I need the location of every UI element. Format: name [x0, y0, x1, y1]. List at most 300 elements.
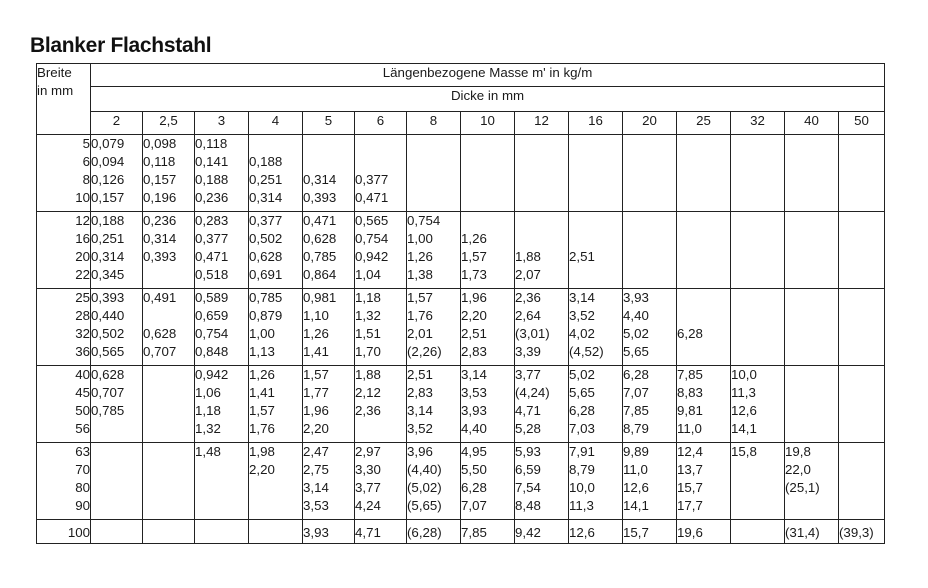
- mass-value: 1,13: [249, 344, 275, 359]
- mass-value: 2,51: [569, 249, 595, 264]
- mass-value: 0,628: [249, 249, 283, 264]
- mass-value: 3,93: [461, 403, 487, 418]
- mass-value: 0,691: [249, 267, 283, 282]
- mass-value: [143, 479, 194, 497]
- mass-value: [677, 153, 730, 171]
- mass-value: [623, 230, 676, 248]
- mass-value: 4,95: [461, 444, 487, 459]
- mass-value: 14,1: [731, 421, 757, 436]
- mass-cell: [623, 443, 677, 520]
- mass-cell: [303, 366, 355, 443]
- mass-cell: [355, 212, 407, 289]
- mass-value: 1,51: [355, 326, 381, 341]
- mass-value: (4,24): [515, 385, 550, 400]
- mass-cell: [407, 520, 461, 544]
- breite-cell: [37, 366, 91, 443]
- mass-cell: [515, 212, 569, 289]
- dicke-header: Dicke in mm: [91, 87, 885, 112]
- mass-value: 9,42: [515, 525, 541, 540]
- mass-value: [839, 325, 884, 343]
- mass-value: 0,565: [355, 213, 389, 228]
- mass-value: 2,36: [515, 290, 541, 305]
- mass-value: 1,77: [303, 385, 329, 400]
- mass-cell: [249, 212, 303, 289]
- mass-value: [303, 135, 354, 153]
- mass-value: 2,12: [355, 385, 381, 400]
- mass-value: [785, 153, 838, 171]
- mass-cell: [623, 135, 677, 212]
- mass-value: [731, 248, 784, 266]
- mass-value: 0,707: [143, 344, 177, 359]
- mass-value: 11,3: [731, 385, 756, 400]
- mass-value: [677, 230, 730, 248]
- mass-value: 1,32: [195, 421, 221, 436]
- mass-value: [785, 497, 838, 515]
- mass-value: [839, 189, 884, 207]
- mass-value: 1,57: [407, 290, 433, 305]
- breite-value: 32: [75, 326, 90, 341]
- breite-cell: [37, 135, 91, 212]
- mass-value: [569, 135, 622, 153]
- mass-value: 0,196: [143, 190, 177, 205]
- mass-value: [839, 171, 884, 189]
- column-header: 20: [623, 112, 677, 135]
- mass-value: 1,76: [407, 308, 433, 323]
- breite-value: 10: [75, 190, 90, 205]
- mass-value: [677, 248, 730, 266]
- mass-value: 11,0: [677, 421, 702, 436]
- breite-value: 5: [82, 136, 90, 151]
- mass-cell: [785, 135, 839, 212]
- mass-value: [677, 343, 730, 361]
- mass-value: 1,32: [355, 308, 381, 323]
- mass-cell: [731, 366, 785, 443]
- mass-value: 0,098: [143, 136, 177, 151]
- mass-value: 6,59: [515, 462, 541, 477]
- mass-value: 0,251: [91, 231, 125, 246]
- mass-value: 1,06: [195, 385, 221, 400]
- breite-value: 16: [75, 231, 90, 246]
- mass-value: 0,589: [195, 290, 229, 305]
- mass-cell: [569, 443, 623, 520]
- mass-value: 0,345: [91, 267, 125, 282]
- mass-cell: [569, 135, 623, 212]
- mass-header: Längenbezogene Masse m' in kg/m: [91, 64, 885, 87]
- mass-cell: [515, 366, 569, 443]
- mass-cell: [195, 289, 249, 366]
- column-header: 50: [839, 112, 885, 135]
- mass-cell: [407, 289, 461, 366]
- mass-value: 8,79: [569, 462, 595, 477]
- mass-cell: [91, 366, 143, 443]
- mass-value: 0,848: [195, 344, 229, 359]
- mass-value: 6,28: [461, 480, 487, 495]
- mass-value: 0,471: [355, 190, 389, 205]
- mass-cell: [569, 212, 623, 289]
- mass-value: [91, 524, 142, 542]
- mass-value: 1,18: [355, 290, 381, 305]
- mass-value: 1,41: [249, 385, 275, 400]
- mass-value: 0,188: [249, 154, 283, 169]
- mass-value: 12,4: [677, 444, 703, 459]
- mass-value: [731, 153, 784, 171]
- mass-value: [785, 307, 838, 325]
- mass-cell: [515, 135, 569, 212]
- mass-value: 2,20: [461, 308, 487, 323]
- mass-value: 0,471: [195, 249, 229, 264]
- mass-cell: [143, 443, 195, 520]
- mass-value: [731, 171, 784, 189]
- mass-cell: [407, 135, 461, 212]
- mass-cell: [731, 135, 785, 212]
- mass-value: 0,236: [195, 190, 229, 205]
- mass-value: 4,71: [515, 403, 541, 418]
- mass-value: [303, 153, 354, 171]
- mass-value: [731, 479, 784, 497]
- mass-cell: [461, 212, 515, 289]
- mass-value: 2,07: [515, 267, 541, 282]
- mass-value: [249, 524, 302, 542]
- mass-value: 4,02: [569, 326, 595, 341]
- mass-value: [407, 171, 460, 189]
- mass-value: 2,20: [249, 462, 275, 477]
- mass-cell: [407, 443, 461, 520]
- mass-value: 1,70: [355, 344, 381, 359]
- mass-value: [839, 384, 884, 402]
- mass-cell: [355, 289, 407, 366]
- mass-cell: [461, 443, 515, 520]
- mass-value: 12,6: [569, 525, 595, 540]
- mass-value: 3,77: [355, 480, 381, 495]
- mass-value: 1,88: [515, 249, 541, 264]
- mass-value: [143, 266, 194, 284]
- mass-value: [785, 248, 838, 266]
- mass-value: 1,57: [249, 403, 275, 418]
- mass-cell: [623, 289, 677, 366]
- mass-value: 1,10: [303, 308, 329, 323]
- mass-cell: [623, 212, 677, 289]
- mass-value: 19,6: [677, 525, 703, 540]
- mass-cell: [303, 135, 355, 212]
- mass-value: 7,54: [515, 480, 541, 495]
- mass-value: 0,785: [303, 249, 337, 264]
- mass-value: (39,3): [839, 525, 874, 540]
- mass-cell: [839, 135, 885, 212]
- mass-value: 3,96: [407, 444, 433, 459]
- mass-value: 3,53: [461, 385, 487, 400]
- mass-value: [91, 420, 142, 438]
- mass-value: 1,57: [303, 367, 329, 382]
- breite-value: 22: [75, 267, 90, 282]
- column-header: 8: [407, 112, 461, 135]
- mass-cell: [677, 289, 731, 366]
- table-row: [37, 212, 885, 289]
- mass-value: [143, 461, 194, 479]
- mass-value: 1,88: [355, 367, 381, 382]
- mass-cell: [249, 443, 303, 520]
- mass-value: [839, 266, 884, 284]
- mass-value: 5,28: [515, 421, 541, 436]
- mass-value: [839, 461, 884, 479]
- mass-value: [143, 366, 194, 384]
- mass-value: (5,02): [407, 480, 442, 495]
- mass-value: 11,3: [569, 498, 594, 513]
- mass-cell: [731, 212, 785, 289]
- breite-value: 25: [75, 290, 90, 305]
- mass-value: 1,26: [249, 367, 275, 382]
- mass-value: 19,8: [785, 444, 811, 459]
- mass-value: [839, 443, 884, 461]
- mass-value: 22,0: [785, 462, 811, 477]
- mass-value: [355, 153, 406, 171]
- mass-cell: [623, 520, 677, 544]
- mass-value: [407, 135, 460, 153]
- mass-value: 0,126: [91, 172, 125, 187]
- mass-value: [515, 189, 568, 207]
- mass-value: [515, 171, 568, 189]
- mass-value: 2,36: [355, 403, 381, 418]
- mass-value: [785, 343, 838, 361]
- mass-cell: [785, 443, 839, 520]
- mass-value: (31,4): [785, 525, 820, 540]
- mass-value: 1,98: [249, 444, 275, 459]
- mass-cell: [461, 520, 515, 544]
- mass-value: 3,52: [407, 421, 433, 436]
- mass-value: [355, 135, 406, 153]
- mass-value: 0,440: [91, 308, 125, 323]
- mass-value: [731, 135, 784, 153]
- mass-value: 0,785: [249, 290, 283, 305]
- mass-value: [569, 230, 622, 248]
- mass-value: 0,314: [303, 172, 337, 187]
- breite-value: 12: [75, 213, 90, 228]
- column-header: 25: [677, 112, 731, 135]
- mass-cell: [91, 520, 143, 544]
- column-header: 32: [731, 112, 785, 135]
- mass-value: [515, 135, 568, 153]
- mass-value: [677, 135, 730, 153]
- mass-value: 3,52: [569, 308, 595, 323]
- mass-value: [91, 479, 142, 497]
- mass-value: [785, 289, 838, 307]
- mass-value: [731, 289, 784, 307]
- mass-cell: [249, 289, 303, 366]
- mass-value: [731, 524, 784, 542]
- mass-cell: [677, 520, 731, 544]
- mass-value: 0,157: [143, 172, 177, 187]
- mass-value: 0,188: [91, 213, 125, 228]
- mass-value: 1,96: [303, 403, 329, 418]
- mass-cell: [195, 366, 249, 443]
- mass-value: [839, 402, 884, 420]
- mass-value: 3,14: [407, 403, 433, 418]
- mass-cell: [515, 520, 569, 544]
- mass-value: [195, 479, 248, 497]
- mass-value: [785, 189, 838, 207]
- column-header: 16: [569, 112, 623, 135]
- mass-cell: [303, 212, 355, 289]
- mass-value: 1,96: [461, 290, 487, 305]
- mass-value: [731, 497, 784, 515]
- mass-value: 17,7: [677, 498, 703, 513]
- column-header: 2: [91, 112, 143, 135]
- mass-cell: [143, 289, 195, 366]
- mass-value: [355, 420, 406, 438]
- mass-value: 3,14: [461, 367, 487, 382]
- mass-value: 1,00: [407, 231, 433, 246]
- column-header: 4: [249, 112, 303, 135]
- mass-value: [195, 461, 248, 479]
- breite-header: [37, 64, 91, 135]
- mass-value: 0,628: [303, 231, 337, 246]
- mass-value: 0,118: [143, 154, 176, 169]
- mass-cell: [785, 212, 839, 289]
- mass-value: 0,628: [91, 367, 125, 382]
- mass-value: 1,00: [249, 326, 275, 341]
- mass-value: [839, 230, 884, 248]
- mass-value: [91, 461, 142, 479]
- mass-value: [143, 402, 194, 420]
- mass-value: (3,01): [515, 326, 550, 341]
- mass-value: 0,707: [91, 385, 125, 400]
- mass-value: 0,236: [143, 213, 177, 228]
- mass-value: 0,942: [195, 367, 229, 382]
- column-header: 3: [195, 112, 249, 135]
- mass-value: 1,04: [355, 267, 381, 282]
- mass-value: 7,85: [461, 525, 487, 540]
- mass-value: 0,314: [91, 249, 125, 264]
- mass-value: [569, 266, 622, 284]
- mass-cell: [91, 289, 143, 366]
- mass-value: [91, 497, 142, 515]
- mass-value: [677, 171, 730, 189]
- column-header: 5: [303, 112, 355, 135]
- mass-cell: [407, 366, 461, 443]
- mass-value: [839, 343, 884, 361]
- mass-cell: [623, 366, 677, 443]
- mass-value: 0,314: [143, 231, 177, 246]
- mass-cell: [355, 366, 407, 443]
- mass-value: 4,71: [355, 525, 381, 540]
- mass-value: [731, 189, 784, 207]
- mass-value: [461, 153, 514, 171]
- mass-cell: [303, 520, 355, 544]
- mass-value: 6,28: [623, 367, 649, 382]
- mass-value: 2,83: [461, 344, 487, 359]
- breite-value: 50: [75, 403, 90, 418]
- mass-value: 1,73: [461, 267, 487, 282]
- mass-value: 0,188: [195, 172, 229, 187]
- mass-value: 0,118: [195, 136, 228, 151]
- mass-value: 5,65: [569, 385, 595, 400]
- mass-value: 2,75: [303, 462, 329, 477]
- mass-value: 7,03: [569, 421, 595, 436]
- mass-value: 6,28: [677, 326, 703, 341]
- mass-cell: [515, 443, 569, 520]
- mass-value: 0,393: [303, 190, 337, 205]
- mass-value: [515, 230, 568, 248]
- mass-value: [839, 289, 884, 307]
- mass-value: [143, 524, 194, 542]
- mass-value: 0,251: [249, 172, 283, 187]
- mass-value: [249, 135, 302, 153]
- breite-value: 100: [67, 525, 90, 540]
- mass-value: 1,41: [303, 344, 329, 359]
- mass-value: [195, 497, 248, 515]
- mass-value: [569, 171, 622, 189]
- mass-value: 0,754: [355, 231, 389, 246]
- mass-value: 5,02: [569, 367, 595, 382]
- mass-value: [731, 343, 784, 361]
- mass-value: (4,40): [407, 462, 442, 477]
- mass-value: 2,83: [407, 385, 433, 400]
- mass-value: 3,93: [303, 525, 329, 540]
- mass-value: [623, 171, 676, 189]
- mass-value: 3,39: [515, 344, 541, 359]
- mass-value: 0,157: [91, 190, 125, 205]
- mass-cell: [143, 212, 195, 289]
- mass-value: 5,93: [515, 444, 541, 459]
- breite-cell: [37, 520, 91, 544]
- table-row: [37, 366, 885, 443]
- mass-value: 15,7: [623, 525, 649, 540]
- mass-value: [731, 212, 784, 230]
- column-header: 12: [515, 112, 569, 135]
- mass-cell: [461, 289, 515, 366]
- mass-cell: [677, 212, 731, 289]
- mass-value: 0,565: [91, 344, 125, 359]
- breite-value: 20: [75, 249, 90, 264]
- flachstahl-table: [36, 63, 885, 544]
- mass-value: 1,18: [195, 403, 221, 418]
- mass-value: [143, 443, 194, 461]
- mass-value: 12,6: [731, 403, 757, 418]
- mass-value: 6,28: [569, 403, 595, 418]
- mass-value: 4,24: [355, 498, 381, 513]
- breite-value: 36: [75, 344, 90, 359]
- mass-value: [623, 153, 676, 171]
- mass-value: [731, 461, 784, 479]
- mass-cell: [677, 443, 731, 520]
- mass-value: [839, 479, 884, 497]
- mass-value: 0,094: [91, 154, 125, 169]
- mass-cell: [143, 135, 195, 212]
- mass-value: 4,40: [623, 308, 649, 323]
- mass-value: 0,659: [195, 308, 229, 323]
- mass-value: [839, 248, 884, 266]
- mass-value: [461, 171, 514, 189]
- mass-value: [677, 189, 730, 207]
- mass-value: 14,1: [623, 498, 649, 513]
- column-header: 6: [355, 112, 407, 135]
- mass-cell: [785, 366, 839, 443]
- mass-value: 9,89: [623, 444, 649, 459]
- mass-value: 0,785: [91, 403, 125, 418]
- mass-value: 0,981: [303, 290, 337, 305]
- mass-cell: [195, 443, 249, 520]
- mass-cell: [355, 443, 407, 520]
- mass-value: [143, 420, 194, 438]
- mass-value: [785, 366, 838, 384]
- breite-value: 63: [75, 444, 90, 459]
- breite-value: 80: [75, 480, 90, 495]
- mass-value: (2,26): [407, 344, 442, 359]
- mass-value: 1,38: [407, 267, 433, 282]
- mass-value: [785, 420, 838, 438]
- mass-value: 0,393: [143, 249, 177, 264]
- mass-cell: [677, 366, 731, 443]
- mass-value: [839, 212, 884, 230]
